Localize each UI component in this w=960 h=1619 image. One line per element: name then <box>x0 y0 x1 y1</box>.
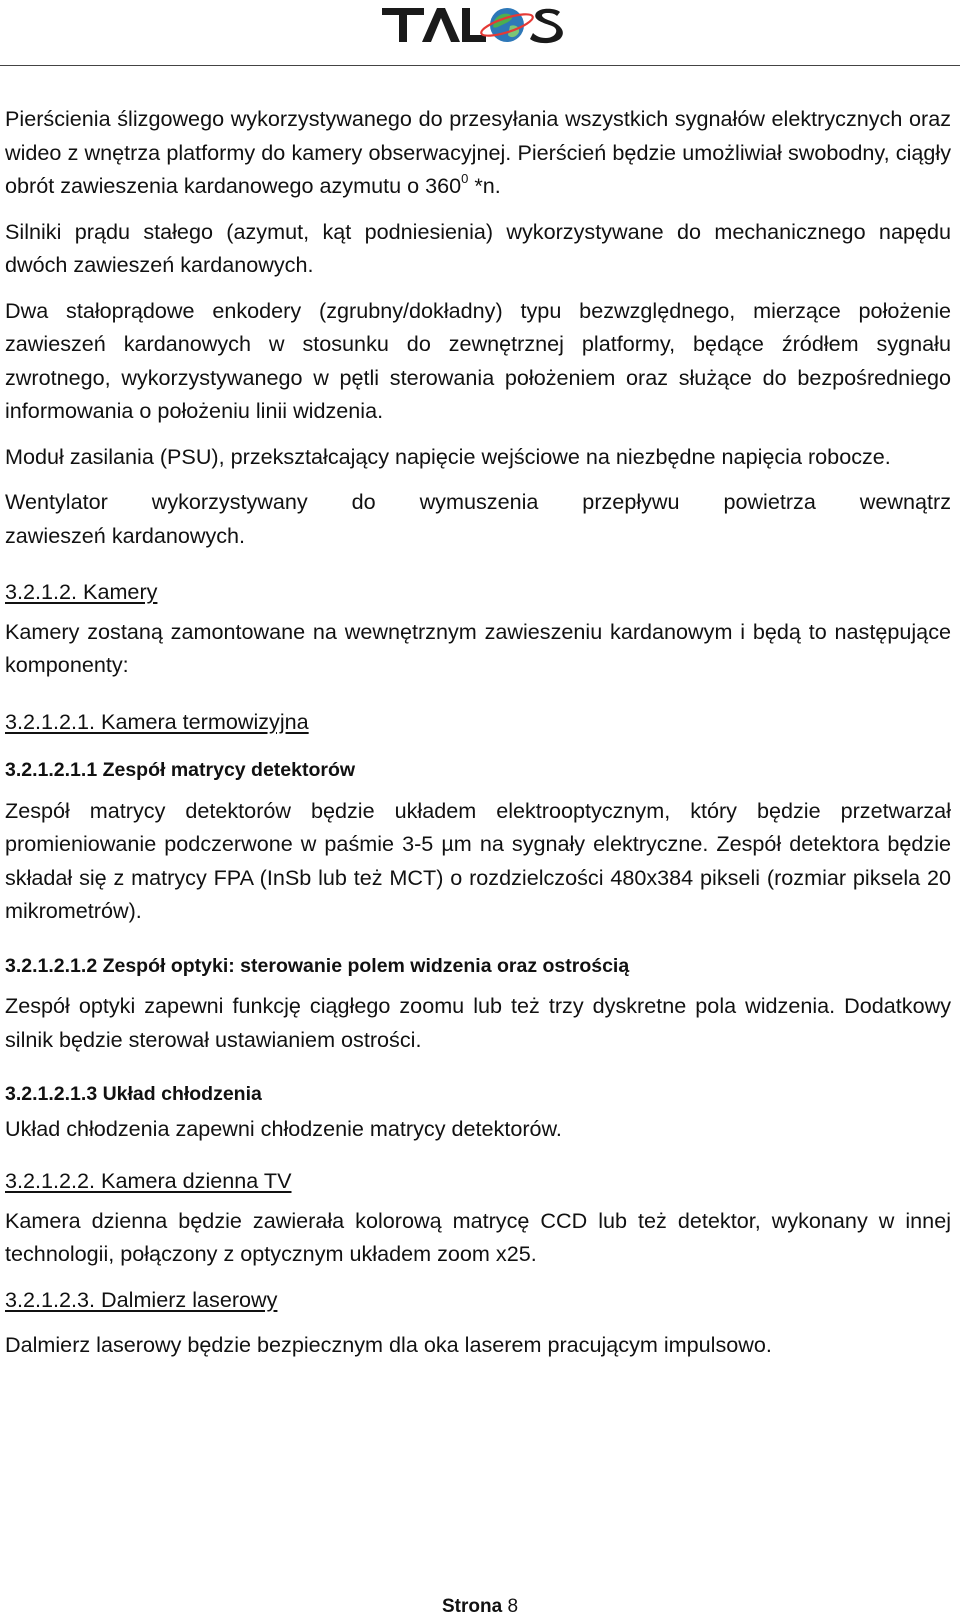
page-header <box>0 0 960 66</box>
page-footer <box>0 1595 960 1619</box>
paragraph-dc-motors: Silniki prądu stałego (azymut, kąt podniesienia) wykorzystywane do mechanicznego napędu dwóch zawieszeń kardanowych. <box>5 218 951 277</box>
heading-zespol-matrycy: 3.2.1.2.1.1 Zespół matrycy detektorów <box>5 759 356 781</box>
paragraph-dalmierz: Dalmierz laserowy będzie bezpiecznym dla oka laserem pracującym impulsowo. <box>5 1332 772 1357</box>
paragraph-zespol-matrycy: Zespół matrycy detektorów będzie układem elektrooptycznym, który będzie przetwarzał promieniowanie podczerwone w paśmie 3-5 µm na sygnały elektryczne. Zespół detektora będzie składał się z matrycy FPA (InSb lub też MCT) o rozdzielczości 480x384 pikseli (rozmiar piksela 20 mikrometrów). <box>5 797 951 923</box>
heading-dalmierz: 3.2.1.2.3. Dalmierz laserowy <box>5 1286 278 1312</box>
talos-logo <box>380 2 580 48</box>
heading-uklad-chlodzenia: 3.2.1.2.1.3 Układ chłodzenia <box>5 1083 262 1105</box>
paragraph-slip-ring: Pierścienia ślizgowego wykorzystywanego do przesyłania wszystkich sygnałów elektrycznych oraz wideo z wnętrza platformy do kamery obserwacyjnej. Pierścień będzie umożliwiał swobodny, ciągły obrót zawieszenia kardanowego azymutu o $360^0$ *n. <box>5 106 951 198</box>
paragraph-psu: Moduł zasilania (PSU), przekształcający napięcie wejściowe na niezbędne napięcia robocze. <box>5 443 891 469</box>
paragraph-zespol-optyki: Zespół optyki zapewni funkcję ciągłego zoomu lub też trzy dyskretne pola widzenia. Dodatkowy silnik będzie sterował ustawianiem ostrości. <box>5 993 951 1052</box>
page-number-label: Strona <box>441 1596 503 1617</box>
heading-kamera-dzienna: 3.2.1.2.2. Kamera dzienna TV <box>5 1168 292 1193</box>
paragraph-kamera-dzienna: Kamera dzienna będzie zawierała kolorową matrycę CCD lub też detektor, wykonany w innej technologii, połączony z optycznym układem zoom x25. <box>5 1207 951 1266</box>
page-number: 8 <box>507 1596 519 1617</box>
heading-kamery: 3.2.1.2. Kamery <box>5 579 158 604</box>
page-content <box>5 102 951 1362</box>
paragraph-uklad-chlodzenia: Układ chłodzenia zapewni chłodzenie matrycy detektorów. <box>5 1115 562 1141</box>
superscript-zero: 0 <box>461 171 469 186</box>
heading-zespol-optyki: 3.2.1.2.1.2 Zespół optyki: sterowanie polem widzenia oraz ostrością <box>5 954 630 977</box>
paragraph-kamery: Kamery zostaną zamontowane na wewnętrznym zawieszeniu kardanowym i będą to następujące komponenty: <box>5 618 951 677</box>
paragraph-fan-line2: zawieszeń kardanowych. <box>5 522 246 548</box>
paragraph-encoders: Dwa stałoprądowe enkodery (zgrubny/dokładny) typu bezwzględnego, mierzące położenie zawieszeń kardanowych w stosunku do zewnętrznej platformy, będące źródłem sygnału zwrotnego, wykorzystywanego w pętli sterowania położeniem oraz służące do bezpośredniego informowania o położeniu linii widzenia. <box>5 297 951 423</box>
paragraph-fan-line1: Wentylator wykorzystywany do wymuszenia przepływu powietrza wewnątrz <box>5 489 951 514</box>
heading-kamera-termowizyjna: 3.2.1.2.1. Kamera termowizyjna <box>5 708 309 734</box>
header-rule <box>0 65 960 66</box>
